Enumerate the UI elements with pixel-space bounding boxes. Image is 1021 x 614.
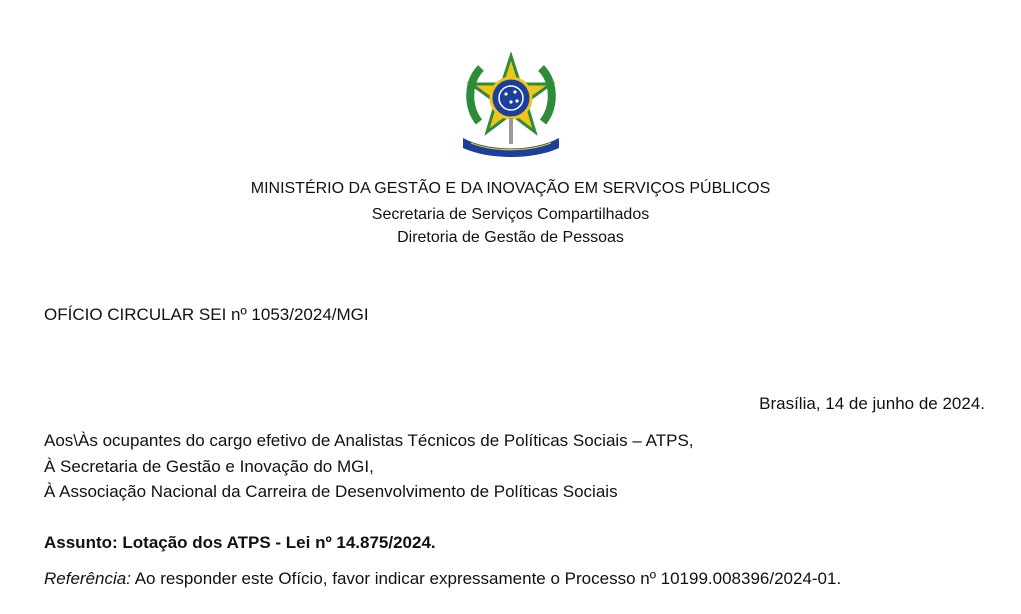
directorate-name: Diretoria de Gestão de Pessoas [397, 229, 624, 246]
reference-label: Referência: [44, 569, 131, 588]
reference-line [44, 569, 841, 589]
secretariat-name: Secretaria de Serviços Compartilhados [371, 206, 650, 223]
addressee-line: À Associação Nacional da Carreira de Desenvolvimento de Políticas Sociais [44, 482, 618, 501]
oficio-number: OFÍCIO CIRCULAR SEI nº 1053/2024/MGI [44, 305, 369, 324]
coat-of-arms-seal [459, 52, 563, 160]
addressee-line: Aos\Às ocupantes do cargo efetivo de Analistas Técnicos de Políticas Sociais – ATPS, [44, 431, 694, 450]
subject-line: Assunto: Lotação dos ATPS - Lei nº 14.875/2024. [44, 533, 436, 552]
addressee-line: À Secretaria de Gestão e Inovação do MGI, [44, 457, 374, 476]
ministry-name: MINISTÉRIO DA GESTÃO E DA INOVAÇÃO EM SERVIÇOS PÚBLICOS [250, 180, 771, 197]
reference-text: Ao responder este Ofício, favor indicar expressamente o Processo nº 10199.008396/2024-01. [130, 569, 842, 588]
place-date: Brasília, 14 de junho de 2024. [759, 394, 985, 413]
